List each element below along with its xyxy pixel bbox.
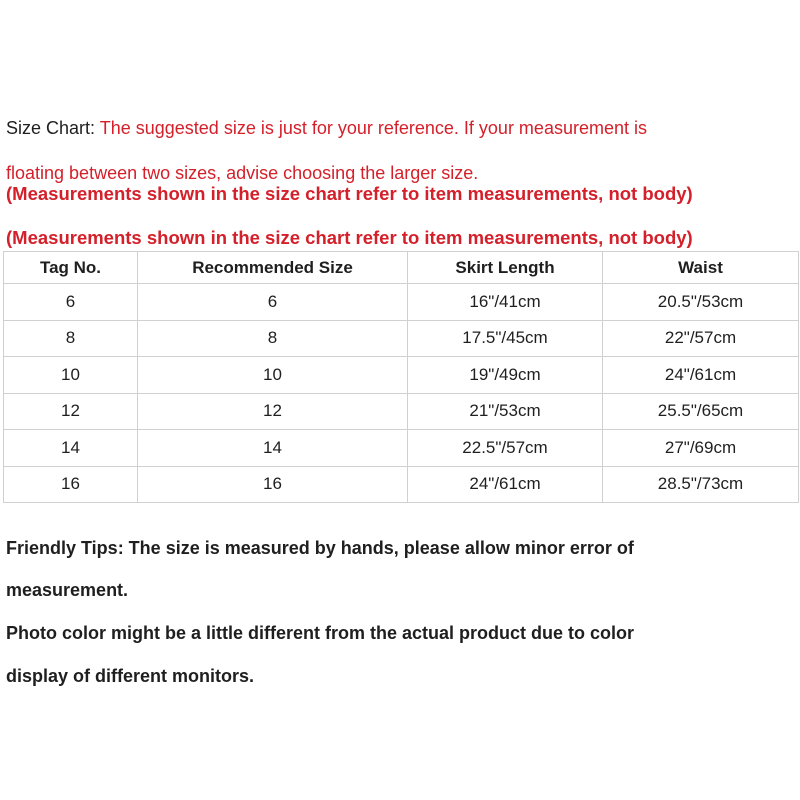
cell-recommended-size: 12: [138, 393, 408, 430]
cell-tag-no: 8: [4, 320, 138, 357]
cell-waist: 28.5"/73cm: [603, 466, 799, 503]
intro-text-line2: floating between two sizes, advise choosing the larger size.: [6, 163, 479, 183]
photo-color-note-line2: display of different monitors.: [6, 666, 255, 686]
intro-text-line1: The suggested size is just for your reference. If your measurement is: [95, 118, 647, 138]
size-chart-label: Size Chart: [6, 118, 91, 138]
cell-waist: 22"/57cm: [603, 320, 799, 357]
cell-skirt-length: 16"/41cm: [408, 284, 603, 321]
cell-skirt-length: 22.5"/57cm: [408, 430, 603, 467]
measurement-note-repeat: (Measurements shown in the size chart refer to item measurements, not body): [6, 227, 693, 248]
friendly-tips-line1: Friendly Tips: The size is measured by hands, please allow minor error of: [6, 538, 634, 558]
header-waist: Waist: [603, 252, 799, 284]
cell-recommended-size: 14: [138, 430, 408, 467]
header-recommended-size: Recommended Size: [138, 252, 408, 284]
cell-skirt-length: 19"/49cm: [408, 357, 603, 394]
cell-tag-no: 6: [4, 284, 138, 321]
cell-waist: 20.5"/53cm: [603, 284, 799, 321]
size-chart-intro: [6, 117, 647, 139]
cell-skirt-length: 17.5"/45cm: [408, 320, 603, 357]
table-row: [4, 357, 799, 394]
cell-tag-no: 16: [4, 466, 138, 503]
cell-recommended-size: 8: [138, 320, 408, 357]
table-row: [4, 284, 799, 321]
cell-skirt-length: 21"/53cm: [408, 393, 603, 430]
cell-skirt-length: 24"/61cm: [408, 466, 603, 503]
measurement-note: (Measurements shown in the size chart refer to item measurements, not body): [6, 183, 693, 204]
cell-tag-no: 10: [4, 357, 138, 394]
table-header-row: [4, 252, 799, 284]
table-row: [4, 320, 799, 357]
table-row: [4, 430, 799, 467]
header-tag-no: Tag No.: [4, 252, 138, 284]
cell-tag-no: 14: [4, 430, 138, 467]
size-table: [3, 251, 799, 503]
cell-recommended-size: 6: [138, 284, 408, 321]
cell-recommended-size: 16: [138, 466, 408, 503]
table-row: [4, 393, 799, 430]
cell-tag-no: 12: [4, 393, 138, 430]
photo-color-note-line1: Photo color might be a little different from the actual product due to color: [6, 623, 635, 643]
cell-waist: 27"/69cm: [603, 430, 799, 467]
cell-waist: 24"/61cm: [603, 357, 799, 394]
cell-waist: 25.5"/65cm: [603, 393, 799, 430]
header-skirt-length: Skirt Length: [408, 252, 603, 284]
cell-recommended-size: 10: [138, 357, 408, 394]
size-chart-colon: :: [90, 118, 96, 138]
friendly-tips-line2: measurement.: [6, 580, 129, 600]
table-row: [4, 466, 799, 503]
